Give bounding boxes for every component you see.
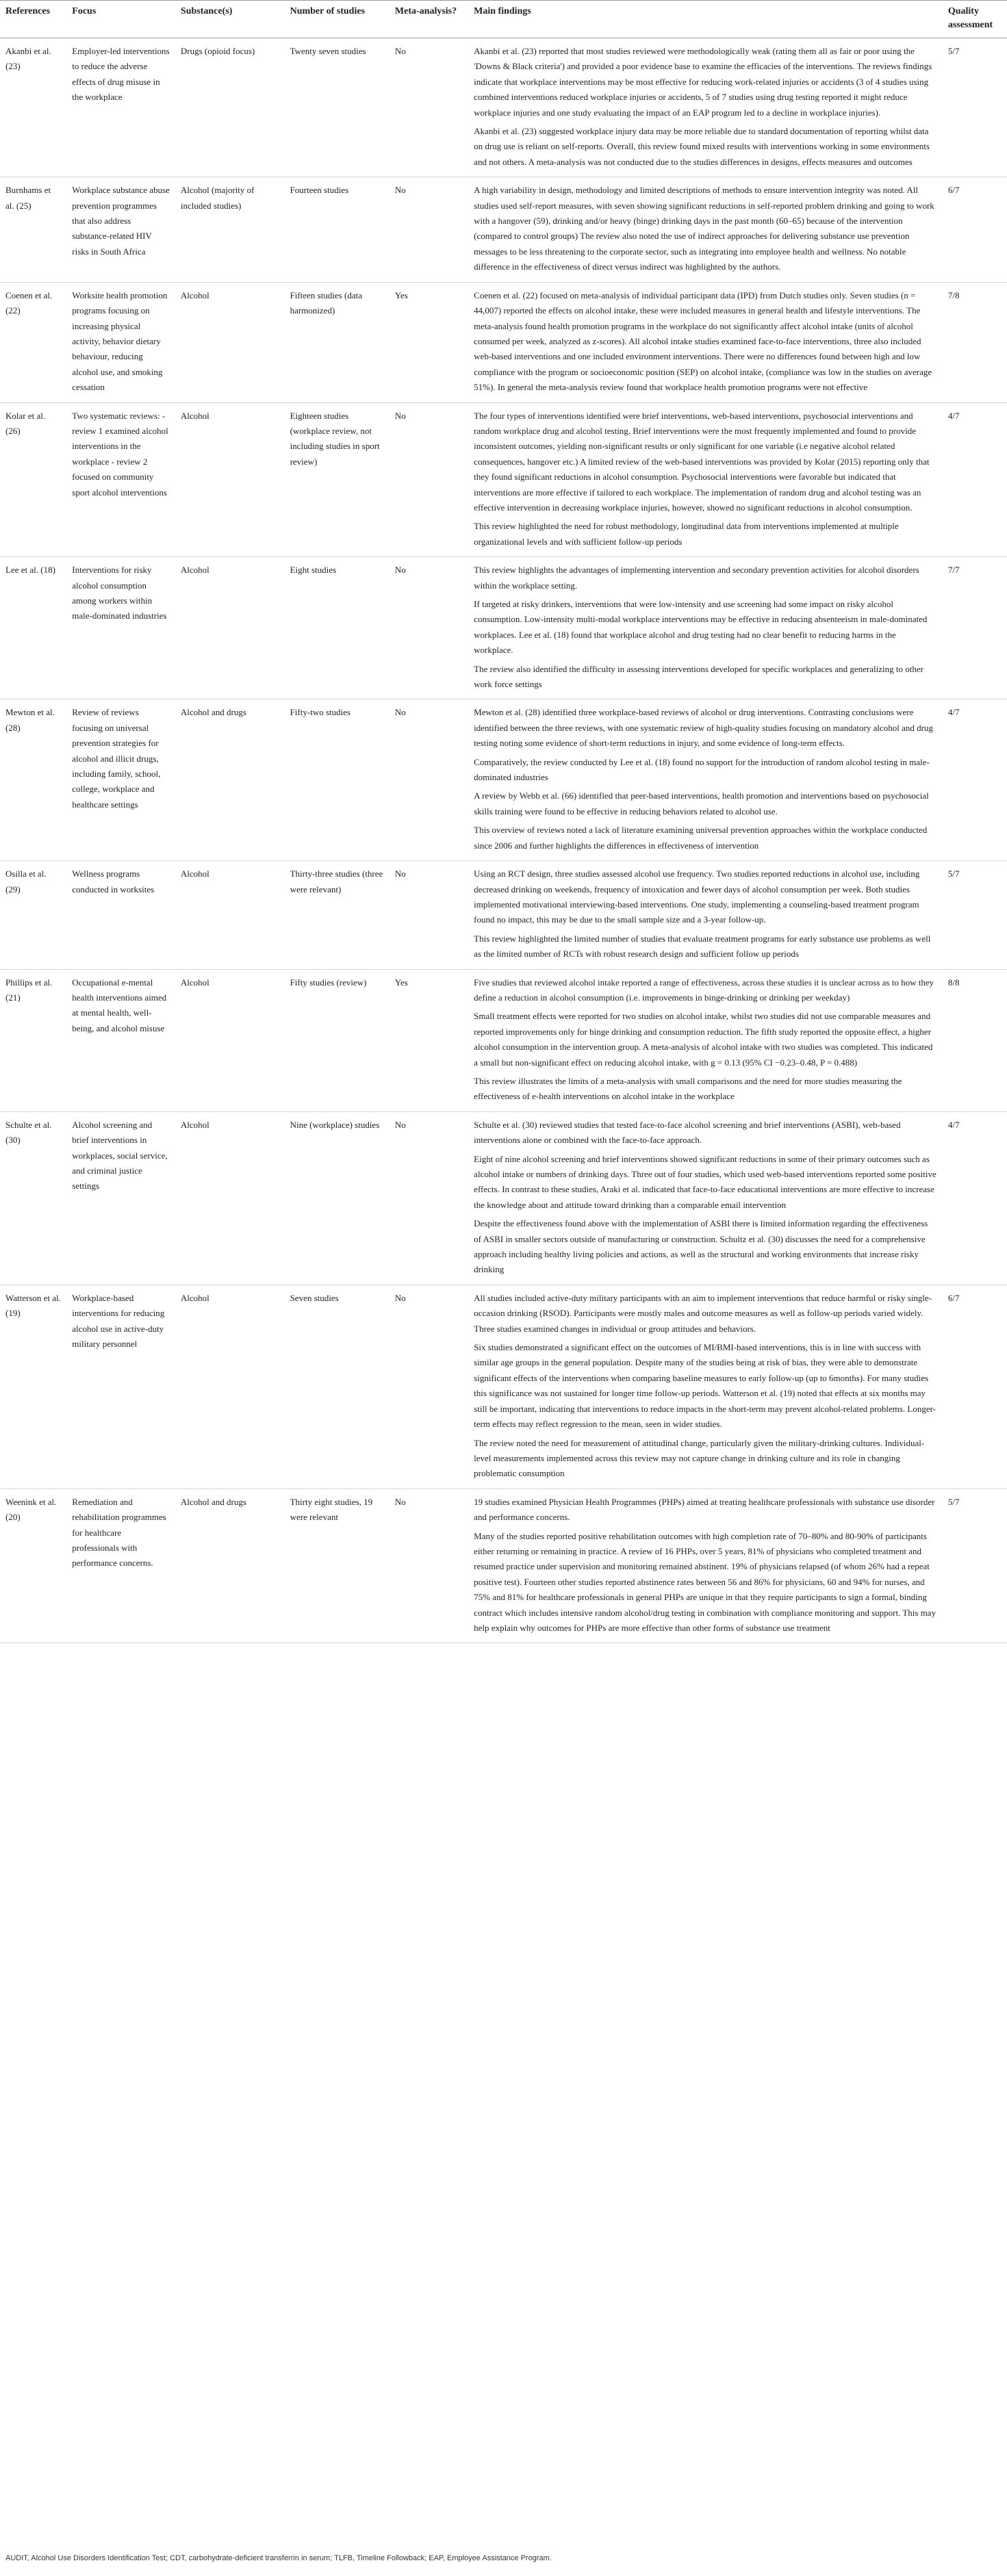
meta-analysis-cell: Yes <box>390 282 468 402</box>
table-row <box>0 177 1007 282</box>
substances-cell: Alcohol <box>175 1285 285 1489</box>
reference-cell: Lee et al. (18) <box>0 557 66 699</box>
header-focus: Focus <box>66 1 175 38</box>
main-findings-cell <box>468 969 943 1111</box>
quality-assessment-cell: 8/8 <box>943 969 1007 1111</box>
table-row <box>0 1285 1007 1489</box>
finding-paragraph: A high variability in design, methodology and limited descriptions of methods to ensure intervention integrity was noted. All studies used self-report measures, with seven showing significant reductions in self-reported problem drinking and going to work with a hangover (59), drinking and/or heavy (binge) drinking days in the past month (60–65) because of the intervention (compared to control groups) The review also noted the use of indirect approaches for delivering substance use prevention messages to be less threatening to the corporate sector, such as integrating into employee health and wellness. No notable difference in the effectiveness of direct versus indirect was highlighted by the authors. <box>474 185 934 272</box>
quality-assessment-cell: 5/7 <box>943 1489 1007 1643</box>
quality-assessment-cell: 7/8 <box>943 282 1007 402</box>
main-findings-cell <box>468 1285 943 1489</box>
header-row <box>0 1 1007 38</box>
quality-assessment-cell: 5/7 <box>943 861 1007 969</box>
finding-paragraph: 19 studies examined Physician Health Programmes (PHPs) aimed at treating healthcare professionals with substance use disorder and performance concerns. <box>474 1496 935 1523</box>
table-body <box>0 38 1007 1643</box>
substances-cell: Alcohol <box>175 557 285 699</box>
finding-paragraph: This review highlights the advantages of implementing intervention and secondary prevention activities for alcohol disorders within the workplace setting. <box>474 565 919 591</box>
quality-assessment-cell: 6/7 <box>943 1285 1007 1489</box>
header-meta-analysis: Meta-analysis? <box>390 1 468 38</box>
main-findings-cell <box>468 177 943 282</box>
focus-cell: Workplace substance abuse prevention programmes that also address substance-related HIV risks in South Africa <box>66 177 175 282</box>
finding-paragraph: This review highlighted the limited number of studies that evaluate treatment programs for early substance use problems as well as the limited number of RCTs with robust research design and sufficient follow up periods <box>474 933 931 959</box>
quality-assessment-cell: 6/7 <box>943 177 1007 282</box>
main-findings-cell <box>468 1489 943 1643</box>
finding-paragraph: Akanbi et al. (23) suggested workplace injury data may be more reliable due to standard documentation of reporting whilst data on drug use is reliant on self-reports. Overall, this review found mixed results with interventions working in some environments and not others. A meta-analysis was not conducted due to the studies differences in designs, effects measures and outcomes <box>474 126 930 167</box>
main-findings-cell <box>468 282 943 402</box>
table-row <box>0 402 1007 557</box>
focus-cell: Interventions for risky alcohol consumption among workers within male-dominated industries <box>66 557 175 699</box>
meta-analysis-cell: No <box>390 38 468 177</box>
meta-analysis-cell: No <box>390 1489 468 1643</box>
reference-cell: Watterson et al. (19) <box>0 1285 66 1489</box>
quality-assessment-cell: 5/7 <box>943 38 1007 177</box>
reference-cell: Burnhams et al. (25) <box>0 177 66 282</box>
number-of-studies-cell: Twenty seven studies <box>285 38 390 177</box>
focus-cell: Workplace-based interventions for reducing alcohol use in active-duty military personnel <box>66 1285 175 1489</box>
finding-paragraph: Using an RCT design, three studies assessed alcohol use frequency. Two studies reported reductions in alcohol use, including decreased drinking on weekends, frequency of intoxication and fewer days of alcohol consumption per week. Both studies implemented motivational interviewing-based interventions. One study, implementing a counseling-based treatment program found no impact, this may be due to the small sample size and a 3-year follow-up. <box>474 868 920 925</box>
main-findings-cell <box>468 557 943 699</box>
header-number-of-studies: Number of studies <box>285 1 390 38</box>
table-row <box>0 282 1007 402</box>
focus-cell: Alcohol screening and brief interventions in workplaces, social service, and criminal justice settings <box>66 1111 175 1285</box>
number-of-studies-cell: Fifty studies (review) <box>285 969 390 1111</box>
table-footnote: AUDIT, Alcohol Use Disorders Identification Test; CDT, carbohydrate-deficient transferrin in serum; TLFB, Timeline Followback; EAP, Employee Assistance Program. <box>5 2554 552 2562</box>
finding-paragraph: Comparatively, the review conducted by Lee et al. (18) found no support for the introduction of random alcohol testing in male-dominated industries <box>474 756 930 783</box>
finding-paragraph: If targeted at risky drinkers, interventions that were low-intensity and use screening had some impact on risky alcohol consumption. Low-intensity multi-modal workplace interventions may be effective in reducing absenteeism in male-dominated workplaces. Lee et al. (18) found that workplace alcohol and drug testing had no clear benefit to reducing harms in the workplace. <box>474 599 928 656</box>
finding-paragraph: This review illustrates the limits of a meta-analysis with small comparisons and the need for more studies measuring the effectiveness of e-health interventions on alcohol intake in the workplace <box>474 1075 902 1102</box>
reference-cell: Mewton et al. (28) <box>0 699 66 861</box>
number-of-studies-cell: Fourteen studies <box>285 177 390 282</box>
quality-assessment-cell: 4/7 <box>943 402 1007 557</box>
number-of-studies-cell: Fifteen studies (data harmonized) <box>285 282 390 402</box>
quality-assessment-cell: 4/7 <box>943 1111 1007 1285</box>
finding-paragraph: Akanbi et al. (23) reported that most studies reviewed were methodologically weak (rating them all as fair or poor using the 'Downs & Black criteria') and provided a poor evidence base to examine the efficacies of the interventions. The reviews findings indicate that workplace interventions may be most effective for reducing work-related injuries or accidents (3 of 4 studies using combined interventions reduced workplace injuries or accidents, 5 of 7 studies using drug testing reported it might reduce workplace injuries and one study evaluating the impact of an EAP program led to a decline in workplace injuries). <box>474 46 932 118</box>
table-row <box>0 1111 1007 1285</box>
substances-cell: Alcohol and drugs <box>175 699 285 861</box>
finding-paragraph: Coenen et al. (22) focused on meta-analysis of individual participant data (IPD) from Dutch studies only. Seven studies (n = 44,007) reported the effects on alcohol intake, these were included measures in general health and lifestyle interventions. The meta-analysis found health promotion programs in the workplace do not significantly affect alcohol intake (units of alcohol consumed per week, analyzed as z-scores). All alcohol intake studies examined face-to-face interventions, three also included web-based interventions and one included environment interventions. There were no differences found between high and low compliance with the program or socioeconomic position (SEP) on alcohol intake, (compliance was low in the studies on average 51%). In general the meta-analysis review found that workplace health promotion programs were not effective <box>474 289 932 393</box>
finding-paragraph: Eight of nine alcohol screening and brief interventions showed significant reductions in some of their primary outcomes such as alcohol intake or numbers of drinking days. Three out of four studies, which used web-based interventions reported some positive effects. In contrast to these studies, Araki et al. indicated that face-to-face educational interventions are more effective to increase the knowledge about and attitude toward drinking than a comparable email intervention <box>474 1153 936 1210</box>
focus-cell: Remediation and rehabilitation programmes for healthcare professionals with performance concerns. <box>66 1489 175 1643</box>
header-references: References <box>0 1 66 38</box>
table-header <box>0 1 1007 38</box>
substances-cell: Drugs (opioid focus) <box>175 38 285 177</box>
meta-analysis-cell: No <box>390 1285 468 1489</box>
substances-cell: Alcohol <box>175 402 285 557</box>
main-findings-cell <box>468 38 943 177</box>
finding-paragraph: The four types of interventions identified were brief interventions, web-based interventions, psychosocial interventions and random workplace drug and alcohol testing. Brief interventions were the most frequently implemented and found to provide inconsistent outcomes, yielding non-significant results or only significant for one variable (i.e negative alcohol related consequences, hangover etc.) A limited review of the web-based interventions was provided by Kolar (2015) reporting only that they found significant reductions in alcohol consumption. Psychosocial interventions were favorable but indicated that interventions are more effective if tailored to each workplace. The implementation of random drug and alcohol testing was an effective intervention in decreasing workplace injuries, however, showed no significant reductions in alcohol consumption. <box>474 410 930 513</box>
finding-paragraph: Schulte et al. (30) reviewed studies that tested face-to-face alcohol screening and brief interventions (ASBI), web-based interventions alone or combined with the face-to-face approach. <box>474 1119 901 1146</box>
substances-cell: Alcohol and drugs <box>175 1489 285 1643</box>
meta-analysis-cell: No <box>390 557 468 699</box>
reference-cell: Kolar et al. (26) <box>0 402 66 557</box>
focus-cell: Occupational e-mental health interventions aimed at mental health, well-being, and alcohol misuse <box>66 969 175 1111</box>
focus-cell: Worksite health promotion programs focusing on increasing physical activity, behavior dietary behaviour, reducing alcohol use, and smoking cessation <box>66 282 175 402</box>
number-of-studies-cell: Eighteen studies (workplace review, not including studies in sport review) <box>285 402 390 557</box>
focus-cell: Review of reviews focusing on universal prevention strategies for alcohol and illicit drugs, including family, school, college, workplace and healthcare settings <box>66 699 175 861</box>
reference-cell: Akanbi et al. (23) <box>0 38 66 177</box>
finding-paragraph: The review also identified the difficulty in assessing interventions developed for specific workplaces and generalizing to other work force settings <box>474 663 923 690</box>
number-of-studies-cell: Eight studies <box>285 557 390 699</box>
finding-paragraph: This overview of reviews noted a lack of literature examining universal prevention approaches within the workplace conducted since 2006 and further highlights the differences in effectiveness of intervention <box>474 825 928 851</box>
main-findings-cell <box>468 1111 943 1285</box>
meta-analysis-cell: No <box>390 1111 468 1285</box>
header-main-findings: Main findings <box>468 1 943 38</box>
finding-paragraph: Small treatment effects were reported for two studies on alcohol intake, whilst two studies did not use comparable measures and reported improvements only for binge drinking and consumption reduction. The fifth study reported the opposite effect, a higher alcohol consumption in the intervention group. A meta-analysis of alcohol intake with two studies was completed. This indicated a small but non-significant effect on reducing alcohol intake, with g = 0.13 (95% CI −0.23–0.48, P = 0.488) <box>474 1011 933 1068</box>
meta-analysis-cell: No <box>390 177 468 282</box>
substances-cell: Alcohol <box>175 861 285 969</box>
quality-assessment-cell: 4/7 <box>943 699 1007 861</box>
reference-cell: Weenink et al. (20) <box>0 1489 66 1643</box>
finding-paragraph: Five studies that reviewed alcohol intake reported a range of effectiveness, across these studies it is unclear across as to how they define a reduction in alcohol consumption (i.e. improvements in binge-drinking or drinking per weekday) <box>474 977 934 1003</box>
number-of-studies-cell: Thirty-three studies (three were relevant) <box>285 861 390 969</box>
finding-paragraph: The review noted the need for measurement of attitudinal change, particularly given the military-drinking cultures. Individual-level measurements implemented across this review may not capture change in drinking culture and its role in changing problematic consumption <box>474 1437 925 1479</box>
finding-paragraph: All studies included active-duty military participants with an aim to implement interventions that reduce harmful or risky single-occasion drinking (RSOD). Participants were mostly males and outcome measures as well as follow-up periods varied widely. Three studies examined changes in individual or group attitudes and behaviors. <box>474 1292 932 1334</box>
table-row <box>0 557 1007 699</box>
substances-cell: Alcohol (majority of included studies) <box>175 177 285 282</box>
finding-paragraph: Many of the studies reported positive rehabilitation outcomes with high completion rate of 70–80% and 80-90% of participants either returning or remaining in practice. A review of 16 PHPs, over 5 years, 81% of physicians who completed treatment and resumed practice under supervision and monitoring remained abstinent. 19% of physicians relapsed (of whom 26% had a repeat positive test). Fourteen other studies reported abstinence rates between 56 and 86% for physicians, 60 and 94% for nurses, and 75% and 81% for healthcare professionals in general PHPs are unique in that they require participants to sign a formal, binding contract which includes intensive random alcohol/drug testing in combination with compliance monitoring and support. This may help explain why outcomes for PHPs are more effective than other forms of substance use treatment <box>474 1530 936 1633</box>
table-row <box>0 699 1007 861</box>
finding-paragraph: Mewton et al. (28) identified three workplace-based reviews of alcohol or drug interventions. Contrasting conclusions were identified between the three reviews, with one systematic review of high-quality studies focusing on mandatory alcohol and drug testing noting some evidence of short-term reductions in injury, and some evidence of long-term effects. <box>474 707 933 749</box>
substances-cell: Alcohol <box>175 969 285 1111</box>
meta-analysis-cell: No <box>390 861 468 969</box>
table-row <box>0 969 1007 1111</box>
substances-cell: Alcohol <box>175 282 285 402</box>
substances-cell: Alcohol <box>175 1111 285 1285</box>
reference-cell: Osilla et al. (29) <box>0 861 66 969</box>
meta-analysis-cell: Yes <box>390 969 468 1111</box>
focus-cell: Wellness programs conducted in worksites <box>66 861 175 969</box>
meta-analysis-cell: No <box>390 699 468 861</box>
table-row <box>0 861 1007 969</box>
header-quality-assessment: Quality assessment <box>943 1 1007 38</box>
table-row <box>0 38 1007 177</box>
header-substances: Substance(s) <box>175 1 285 38</box>
finding-paragraph: This review highlighted the need for robust methodology, longitudinal data from interventions implemented at multiple organizational levels and with sufficient follow-up periods <box>474 521 899 547</box>
reference-cell: Coenen et al. (22) <box>0 282 66 402</box>
main-findings-cell <box>468 699 943 861</box>
number-of-studies-cell: Fifty-two studies <box>285 699 390 861</box>
finding-paragraph: Six studies demonstrated a significant effect on the outcomes of MI/BMI-based interventions, this is in line with success with similar age groups in the general population. Despite many of the studies being at risk of bias, they were able to demonstrate significant effects of the interventions when comparing baseline measures to early follow-up (up to 6months). For many studies this significance was not sustained for longer time follow-up periods. Watterson et al. (19) noted that effects at six months may still be important, indicating that interventions to reduce impacts in the short-term may prevent alcohol-related problems. Longer-term effects may reflect regression to the mean, seen in wider studies. <box>474 1342 936 1430</box>
number-of-studies-cell: Thirty eight studies, 19 were relevant <box>285 1489 390 1643</box>
number-of-studies-cell: Nine (workplace) studies <box>285 1111 390 1285</box>
quality-assessment-cell: 7/7 <box>943 557 1007 699</box>
finding-paragraph: Despite the effectiveness found above with the implementation of ASBI there is limited information regarding the effectiveness of ASBI in smaller sectors outside of manufacturing or construction. Schultz et al. (30) discusses the need for a comprehensive approach including healthy living policies and actions, as well as the structural and working environments that increase risky drinking <box>474 1218 928 1275</box>
main-findings-cell <box>468 402 943 557</box>
reference-cell: Phillips et al. (21) <box>0 969 66 1111</box>
reference-cell: Schulte et al. (30) <box>0 1111 66 1285</box>
main-findings-cell <box>468 861 943 969</box>
finding-paragraph: A review by Webb et al. (66) identified that peer-based interventions, health promotion and interventions based on psychosocial skills training were found to be effective in reducing behaviors related to alcohol use. <box>474 790 929 816</box>
focus-cell: Two systematic reviews: - review 1 examined alcohol interventions in the workplace - review 2 focused on community sport alcohol interventions <box>66 402 175 557</box>
table-row <box>0 1489 1007 1643</box>
number-of-studies-cell: Seven studies <box>285 1285 390 1489</box>
focus-cell: Employer-led interventions to reduce the adverse effects of drug misuse in the workplace <box>66 38 175 177</box>
meta-analysis-cell: No <box>390 402 468 557</box>
